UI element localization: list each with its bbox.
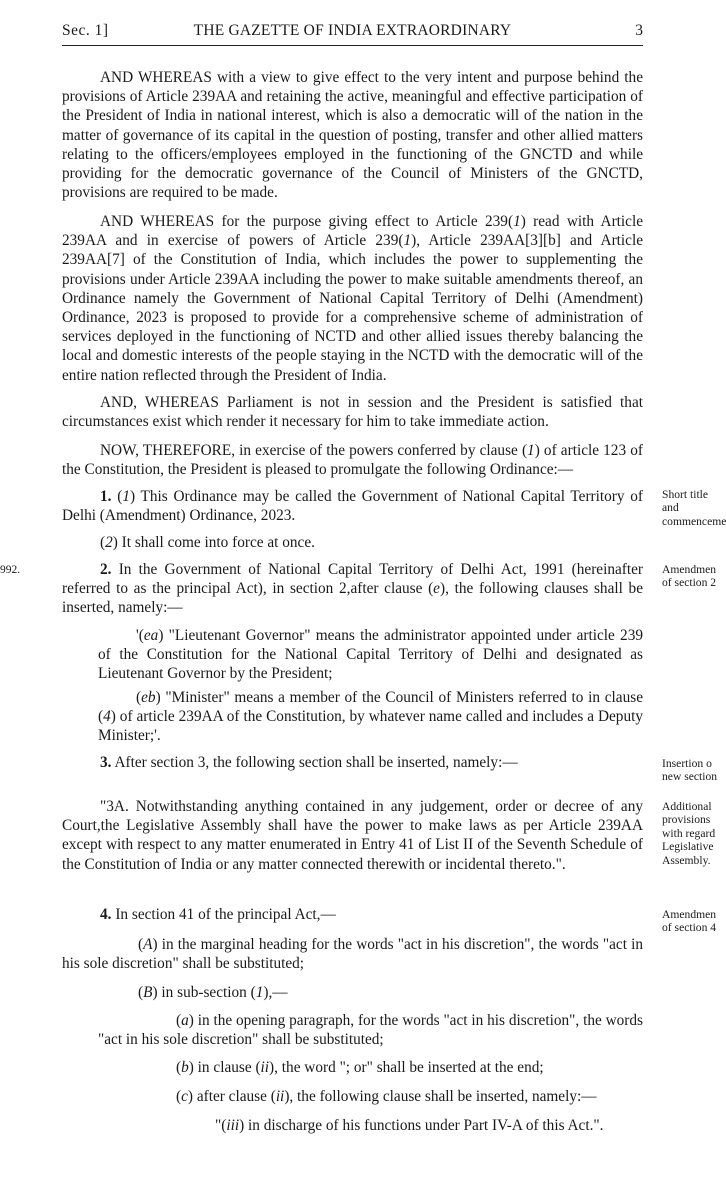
margin-note-short-title: Short title and commenceme [662,488,726,528]
subclause-b: (b) in clause (ii), the word "; or" shall be inserted at the end; [176,1059,544,1076]
section-1-subsection-2: (2) It shall come into force at once. [100,534,315,551]
margin-note-insertion: Insertion o new section [662,757,718,784]
preamble-paragraph-3: AND, WHEREAS Parliament is not in session and the President is satisfied that circumstances exist which render it necessary for him to take immediate action. [62,394,643,431]
section-3: 3. After section 3, the following section shall be inserted, namely:— [100,754,518,771]
preamble-paragraph-2: AND WHEREAS for the purpose giving effect to Article 239(1) read with Article 239AA and in exercise of powers of Article 239(1), Article 239AA[3][b] and Article 239AA[7] of the Constitution of India, which includes the power to supplementing the provisions under Article 239AA including the power to make suitable amendments thereof, an Ordinance namely the Government of National Capital Territory of Delhi (Amendment) Ordinance, 2023 is proposed to provide for a comprehensive scheme of administration of services deployed in the functioning of NCTD and other allied issues thereby balancing the local and domestic interests of the people staying in the NCTD with the democratic will of the entire nation reflected through the President of India. [62,213,643,384]
header-rule [62,45,643,46]
section-label: Sec. 1] [62,22,109,39]
section-3a-quote: "3A. Notwithstanding anything contained in any judgement, order or decree of any Court,the Legislative Assembly shall have the power to make laws as per Article 239AA except with respect to any matter enumerated in Entry 41 of List II of the Seventh Schedule of the Constitution of India or any matter connected therewith or incidental thereto.". [62,798,643,873]
section-1: 1. (1) This Ordinance may be called the Government of National Capital Territory of Delhi (Amendment) Ordinance, 2023. [62,488,643,525]
left-margin-year: 992. [0,564,21,576]
margin-note-additional-provisions: Additional provisions with regard Legislative Assembly. [662,800,716,867]
section-2: 2. In the Government of National Capital Territory of Delhi Act, 1991 (hereinafter referred to as the principal Act), in section 2,after clause (e), the following clauses shall be inserted, namely:— [62,561,643,617]
enacting-paragraph: NOW, THEREFORE, in exercise of the powers conferred by clause (1) of article 123 of the Constitution, the President is pleased to promulgate the following Ordinance:— [62,442,643,479]
clause-ea: '(ea) "Lieutenant Governor" means the administrator appointed under article 239 of the Constitution for the National Capital Territory of Delhi and designated as Lieutenant Governor by the President; [98,627,643,683]
margin-note-amendment-section-41: Amendmen of section 4 [662,908,717,935]
clause-B: (B) in sub-section (1),— [138,984,288,1001]
margin-note-amendment-section-2: Amendmen of section 2 [662,563,717,590]
page-header [62,22,643,44]
clause-iii-quote: "(iii) in discharge of his functions under Part IV-A of this Act.". [215,1117,604,1134]
preamble-paragraph-1: AND WHEREAS with a view to give effect to the very intent and purpose behind the provisions of Article 239AA and retaining the active, meaningful and effective participation of the President of India in national interest, which is also a democratic will of the nation in the matter of governance of its capital in the question of posting, transfer and other allied matters relating to the officers/employees employed in the functioning of the GNCTD and while providing for the democratic governance of the Council of Ministers of the GNCTD, provisions are required to be made. [62,69,643,202]
clause-eb: (eb) "Minister" means a member of the Council of Ministers referred to in clause (4) of article 239AA of the Constitution, by whatever name called and includes a Deputy Minister;'. [98,689,643,745]
gazette-title: THE GAZETTE OF INDIA EXTRAORDINARY [193,22,512,39]
subclause-a: (a) in the opening paragraph, for the words "act in his discretion", the words "act in his sole discretion" shall be substituted; [98,1012,643,1049]
subclause-c: (c) after clause (ii), the following clause shall be inserted, namely:— [176,1088,597,1105]
section-4: 4. In section 41 of the principal Act,— [100,906,336,923]
page-number: 3 [635,22,643,39]
clause-A: (A) in the marginal heading for the words "act in his discretion", the words "act in his sole discretion" shall be substituted; [62,936,643,973]
